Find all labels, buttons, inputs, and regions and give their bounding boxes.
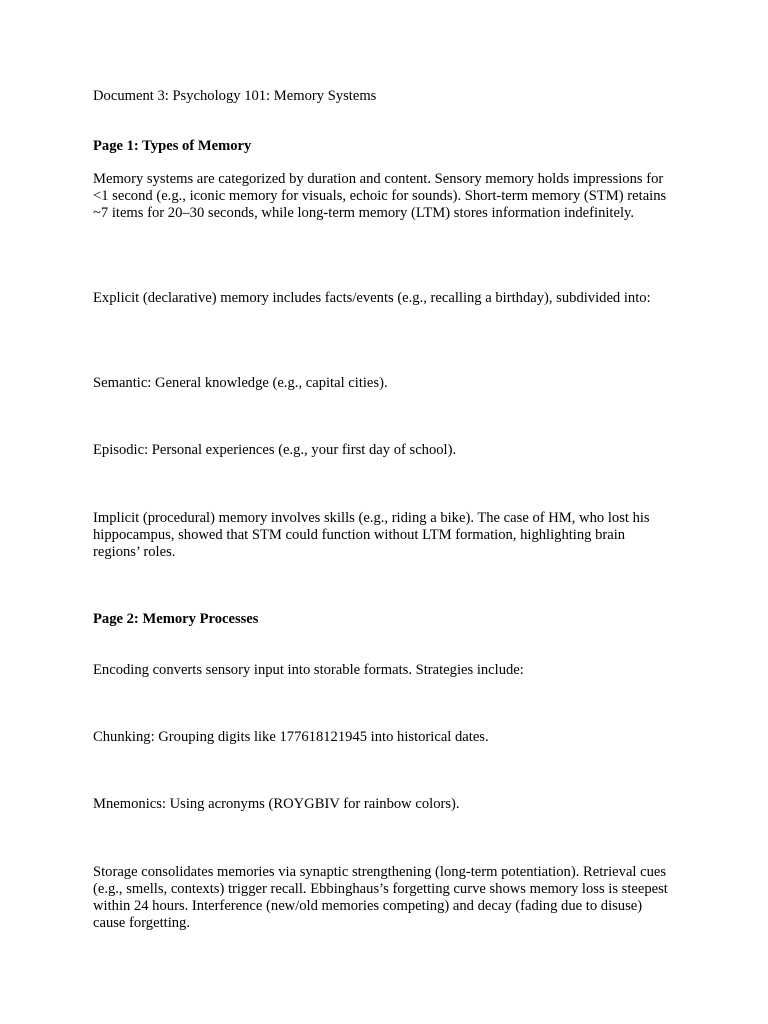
episodic-memory-item: Episodic: Personal experiences (e.g., your first day of school). <box>93 442 457 458</box>
implicit-memory-paragraph: Implicit (procedural) memory involves skills (e.g., riding a bike). The case of HM, who lost his hippocampus, showed that STM could function without LTM formation, highlighting brain regions’ roles. <box>93 510 650 560</box>
page1-heading: Page 1: Types of Memory <box>93 138 252 154</box>
document-title: Document 3: Psychology 101: Memory Systems <box>93 88 377 104</box>
chunking-item: Chunking: Grouping digits like 177618121945 into historical dates. <box>93 729 489 745</box>
storage-retrieval-paragraph: Storage consolidates memories via synaptic strengthening (long-term potentiation). Retrieval cues (e.g., smells, contexts) trigger recall. Ebbinghaus’s forgetting curve shows memory loss is steepest within 24 hours. Interference (new/old memories competing) and decay (fading due to disuse) cause forgetting. <box>93 864 668 931</box>
page2-heading: Page 2: Memory Processes <box>93 611 259 627</box>
encoding-paragraph: Encoding converts sensory input into storable formats. Strategies include: <box>93 662 524 678</box>
page1-intro-paragraph: Memory systems are categorized by duration and content. Sensory memory holds impressions for <1 second (e.g., iconic memory for visuals, echoic for sounds). Short-term memory (STM) retains ~7 items for 20–30 seconds, while long-term memory (LTM) stores information indefinitely. <box>93 171 667 221</box>
explicit-memory-paragraph: Explicit (declarative) memory includes facts/events (e.g., recalling a birthday), subdivided into: <box>93 290 651 306</box>
semantic-memory-item: Semantic: General knowledge (e.g., capital cities). <box>93 375 388 391</box>
mnemonics-item: Mnemonics: Using acronyms (ROYGBIV for rainbow colors). <box>93 796 460 812</box>
